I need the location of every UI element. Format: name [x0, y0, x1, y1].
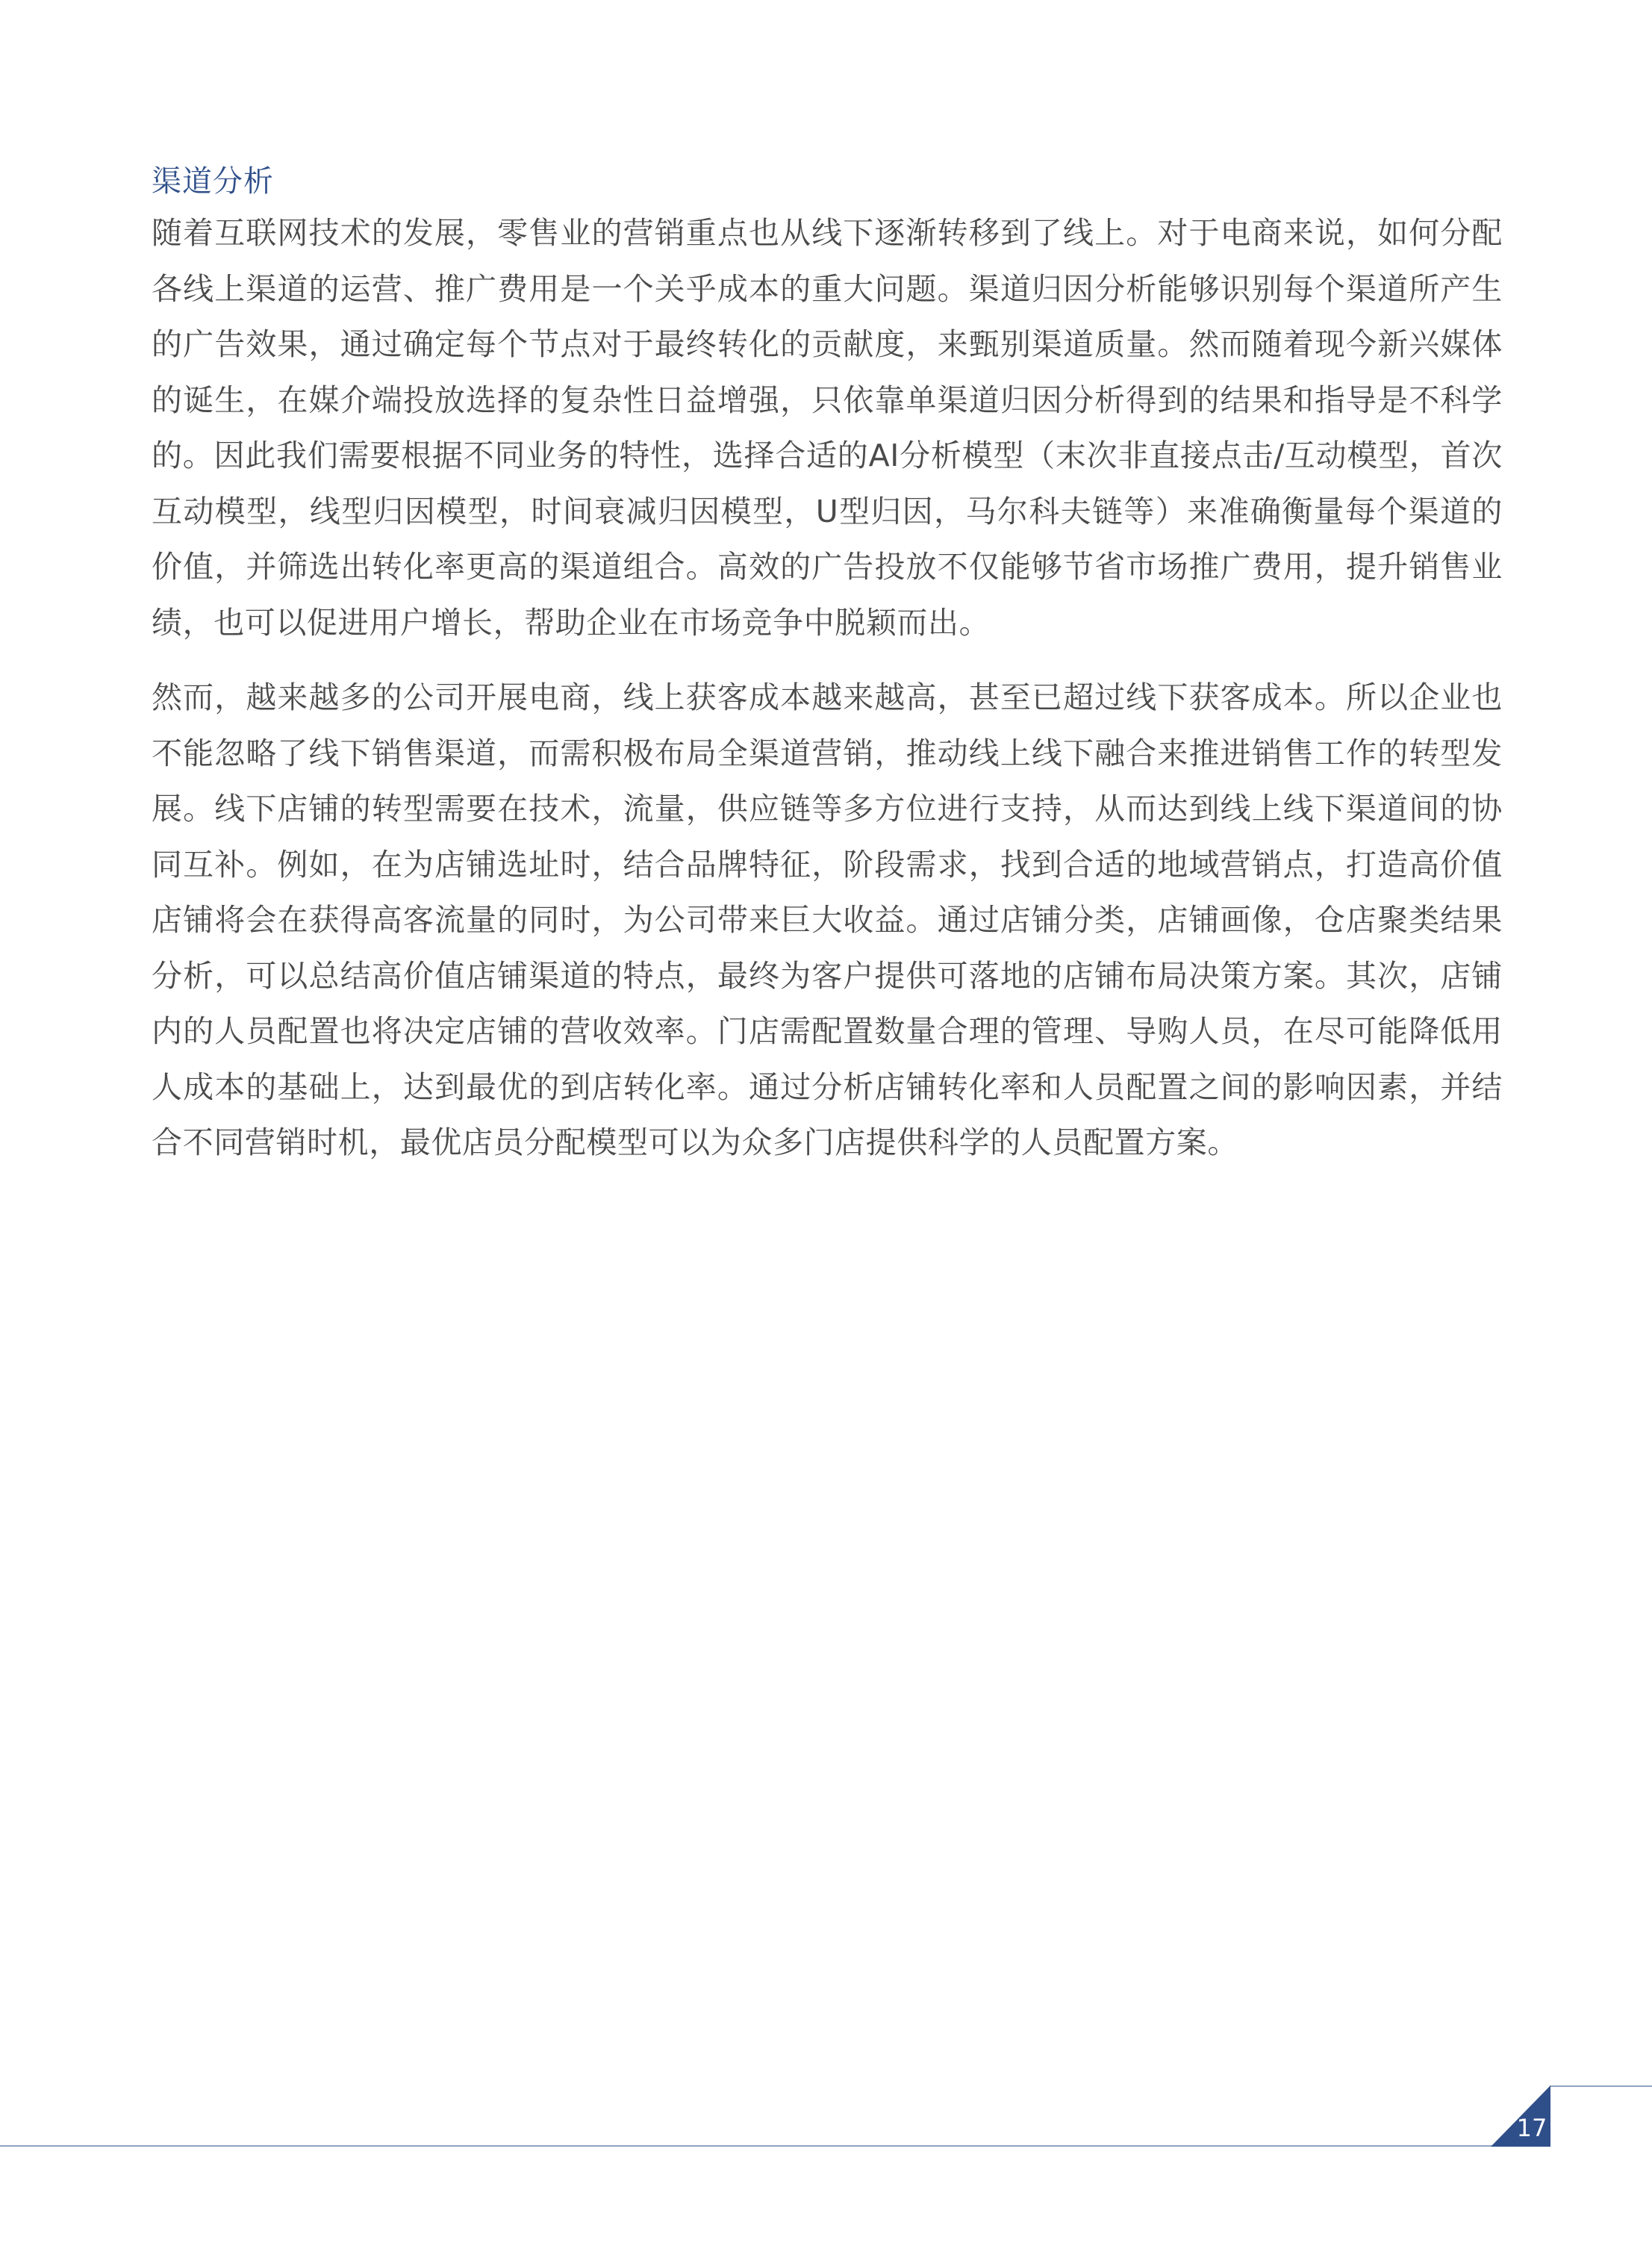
paragraph-channel-attribution: 随着互联网技术的发展，零售业的营销重点也从线下逐渐转移到了线上。对于电商来说，如何分配各线上渠道的运营、推广费用是一个关乎成本的重大问题。渠道归因分析能够识别每个渠道所产生的广告效果，通过确定每个节点对于最终转化的贡献度，来甄别渠道质量。然而随着现今新兴媒体的诞生，在媒介端投放选择的复杂性日益增强，只依靠单渠道归因分析得到的结果和指导是不科学的。因此我们需要根据不同业务的特性，选择合适的AI分析模型（末次非直接点击/互动模型，首次互动模型，线型归因模型，时间衰减归因模型，U型归因，马尔科夫链等）来准确衡量每个渠道的价值，并筛选出转化率更高的渠道组合。高效的广告投放不仅能够节省市场推广费用，提升销售业绩，也可以促进用户增长，帮助企业在市场竞争中脱颖而出。 [152, 215, 1503, 641]
paragraph-offline-channels: 然而，越来越多的公司开展电商，线上获客成本越来越高，甚至已超过线下获客成本。所以企业也不能忽略了线下销售渠道，而需积极布局全渠道营销，推动线上线下融合来推进销售工作的转型发展。线下店铺的转型需要在技术，流量，供应链等多方位进行支持，从而达到线上线下渠道间的协同互补。例如，在为店铺选址时，结合品牌特征，阶段需求，找到合适的地域营销点，打造高价值店铺将会在获得高客流量的同时，为公司带来巨大收益。通过店铺分类，店铺画像，仓店聚类结果分析，可以总结高价值店铺渠道的特点，最终为客户提供可落地的店铺布局决策方案。其次，店铺内的人员配置也将决定店铺的营收效率。门店需配置数量合理的管理、导购人员，在尽可能降低用人成本的基础上，达到最优的到店转化率。通过分析店铺转化率和人员配置之间的影响因素，并结合不同营销时机，最优店员分配模型可以为众多门店提供科学的人员配置方案。 [152, 679, 1503, 1160]
footer-divider [0, 2145, 1493, 2147]
footer-divider-right [1550, 2085, 1652, 2087]
section-title: 渠道分析 [152, 164, 274, 199]
page-number: 17 [1516, 2114, 1547, 2142]
